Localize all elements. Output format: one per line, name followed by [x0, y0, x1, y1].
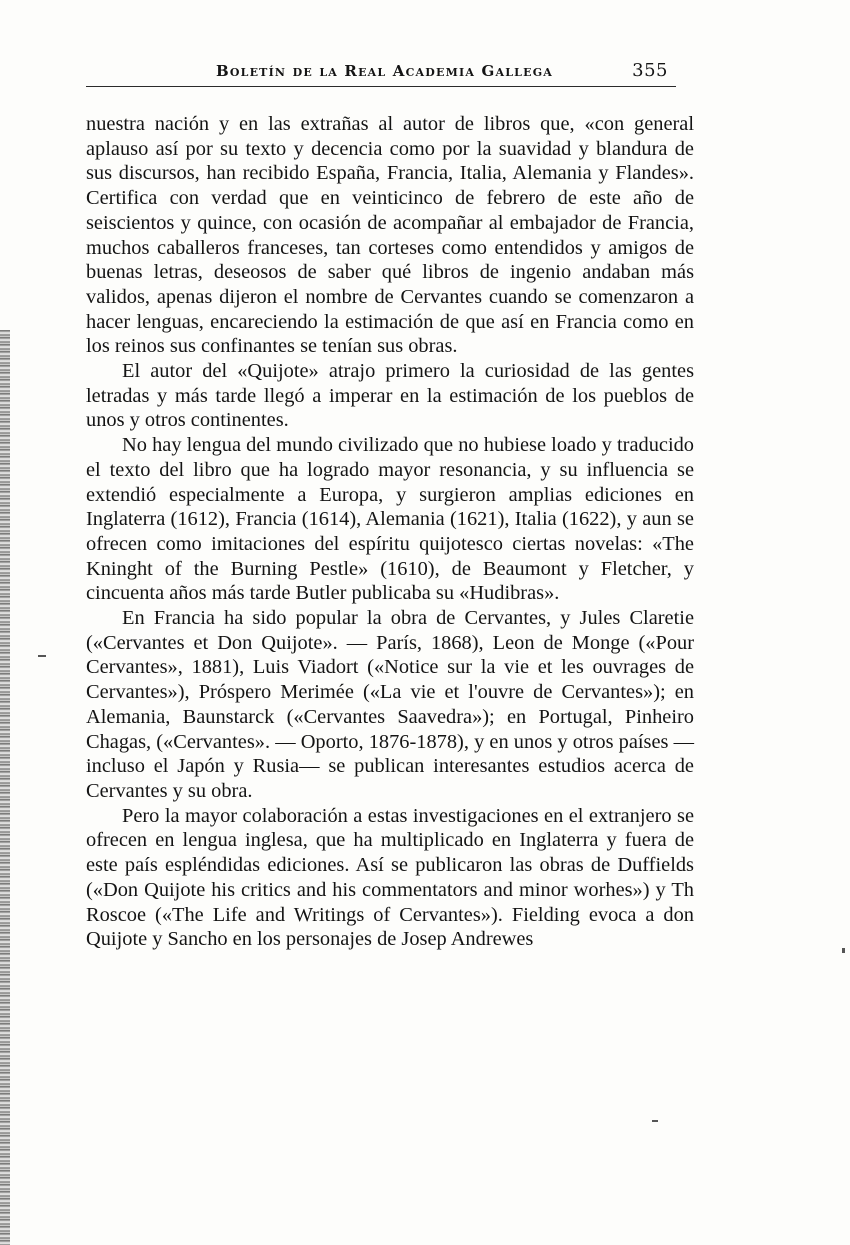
page-header [86, 58, 682, 88]
body-text [86, 112, 694, 952]
scan-speck [652, 1120, 658, 1122]
paragraph: nuestra nación y en las extrañas al autor de libros que, «con general aplauso así por su texto y decencia como por la suavidad y blandura de sus discursos, han recibido España, Francia, Italia, Alemania y Flandes». Certifica con verdad que en veinticinco de febrero de este año de seiscientos y quince, con ocasión de acompañar al embajador de Francia, muchos caballeros franceses, tan corteses como entendidos y amigos de buenas letras, deseosos de saber qué libros de ingenio andaban más validos, apenas dijeron el nombre de Cervantes cuando se comenzaron a hacer lenguas, encareciendo la estimación de que así en Francia como en los reinos sus confinantes se tenían sus obras. [86, 113, 694, 358]
paragraph: Pero la mayor colaboración a estas investigaciones en el extranjero se ofrecen en lengua inglesa, que ha multiplicado en Inglaterra y fuera de este país espléndidas ediciones. Así se publicaron las obras de Duffields («Don Quijote his critics and his commentators and minor worhes») y Th Roscoe («The Life and Writings of Cervantes»). Fielding evoca a don Quijote y Sancho en los personajes de Josep Andrewes [86, 804, 694, 951]
paragraph: No hay lengua del mundo civilizado que no hubiese loado y traducido el texto del libro que ha logrado mayor resonancia, y su influencia se extendió especialmente a Europa, y surgieron amplias ediciones en Inglaterra (1612), Francia (1614), Alemania (1621), Italia (1622), y aun se ofrecen como imitaciones del espíritu quijotesco ciertas novelas: «The Kninght of the Burning Pestle» (1610), de Beaumont y Fletcher, y cincuenta años más tarde Butler publicaba su «Hudibras». [86, 434, 694, 605]
scan-speck [38, 655, 46, 657]
scan-speck [842, 948, 845, 953]
header-rule [86, 86, 676, 87]
running-head: Boletín de la Real Academia Gallega [216, 62, 554, 80]
paragraph: El autor del «Quijote» atrajo primero la curiosidad de las gentes letradas y más tarde llegó a imperar en la estimación de los pueblos de unos y otros continentes. [86, 360, 694, 432]
paragraph: En Francia ha sido popular la obra de Cervantes, y Jules Claretie («Cervantes et Don Quijote». — París, 1868), Leon de Monge («Pour Cervantes», 1881), Luis Viadort («Notice sur la vie et les ouvrages de Cervantes»), Próspero Merimée («La vie et l'ouvre de Cervantes»); en Alemania, Baunstarck («Cervantes Saavedra»); en Portugal, Pinheiro Chagas, («Cervantes». — Oporto, 1876-1878), y en unos y otros países —incluso el Japón y Rusia— se publican interesantes estudios acerca de Cervantes y su obra. [86, 607, 694, 802]
page-number: 355 [632, 60, 668, 81]
scanned-page-edge [0, 330, 10, 1245]
